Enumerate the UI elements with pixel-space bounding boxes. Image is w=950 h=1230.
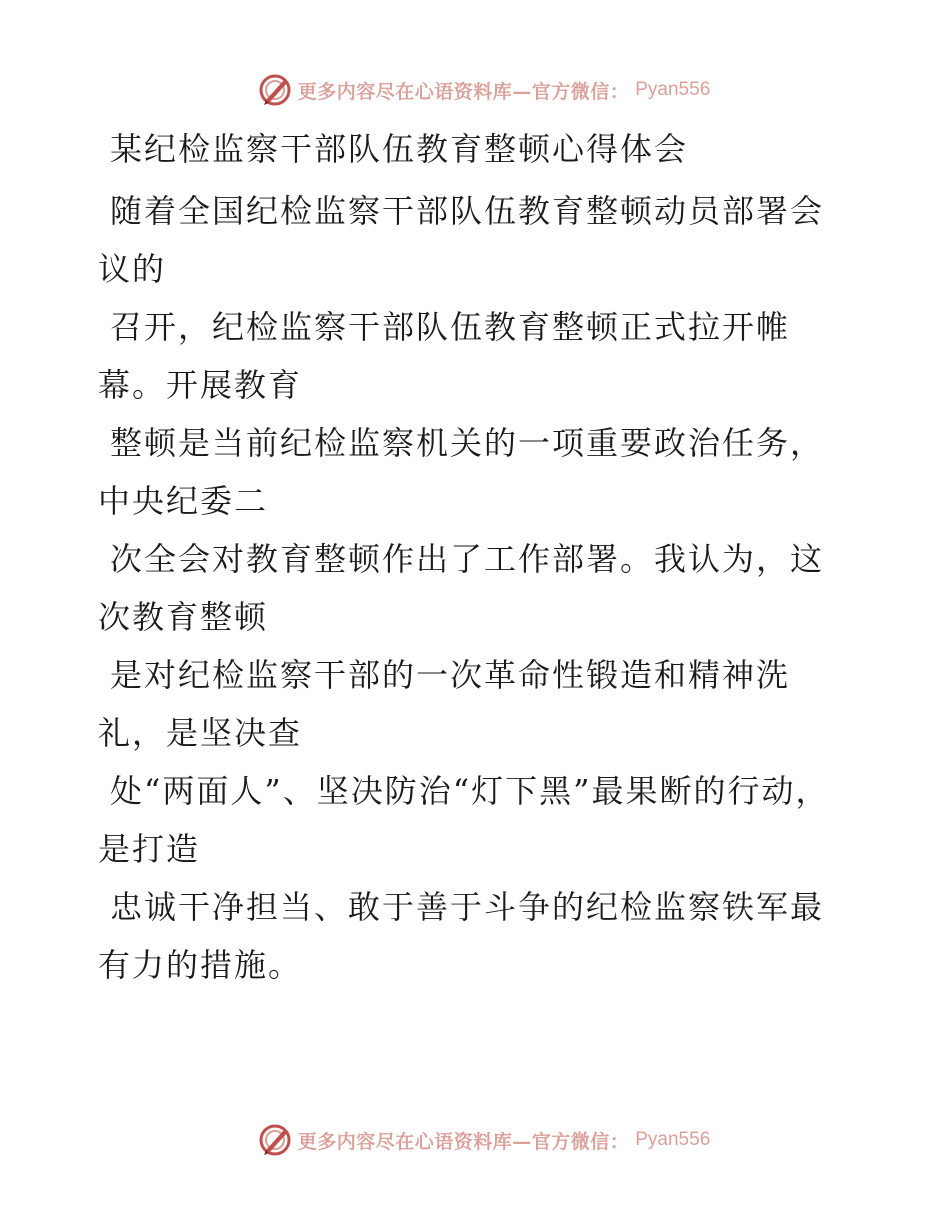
banner-text: 更多内容尽在心语资料库—官方微信： — [297, 80, 630, 103]
footer-banner — [0, 1120, 950, 1160]
document-title: 某纪检监察干部队伍教育整顿心得体会 — [110, 130, 689, 168]
paragraph: 整顿是当前纪检监察机关的一项重要政治任务，中央纪委二 — [98, 424, 825, 520]
document-body — [98, 120, 838, 994]
paragraph: 随着全国纪检监察干部队伍教育整顿动员部署会议的 — [98, 192, 825, 288]
paragraph: 次全会对教育整顿作出了工作部署。我认为，这次教育整顿 — [98, 540, 825, 636]
banner-wechat-id: Pyan556 — [635, 79, 711, 100]
paragraph: 处“两面人”、坚决防治“灯下黑”最果断的行动，是打造 — [98, 772, 830, 868]
pen-circle-logo-icon — [258, 73, 292, 107]
pen-circle-logo-icon — [258, 1123, 292, 1157]
paragraph: 是对纪检监察干部的一次革命性锻造和精神洗礼，是坚决查 — [98, 656, 791, 752]
footer-banner-wechat-id: Pyan556 — [635, 1129, 711, 1150]
footer-banner-text: 更多内容尽在心语资料库—官方微信： — [297, 1130, 630, 1153]
paragraph: 忠诚干净担当、敢于善于斗争的纪检监察铁军最有力的措施。 — [98, 888, 825, 984]
paragraph: 召开，纪检监察干部队伍教育整顿正式拉开帷幕。开展教育 — [98, 308, 791, 404]
header-banner — [0, 70, 950, 110]
